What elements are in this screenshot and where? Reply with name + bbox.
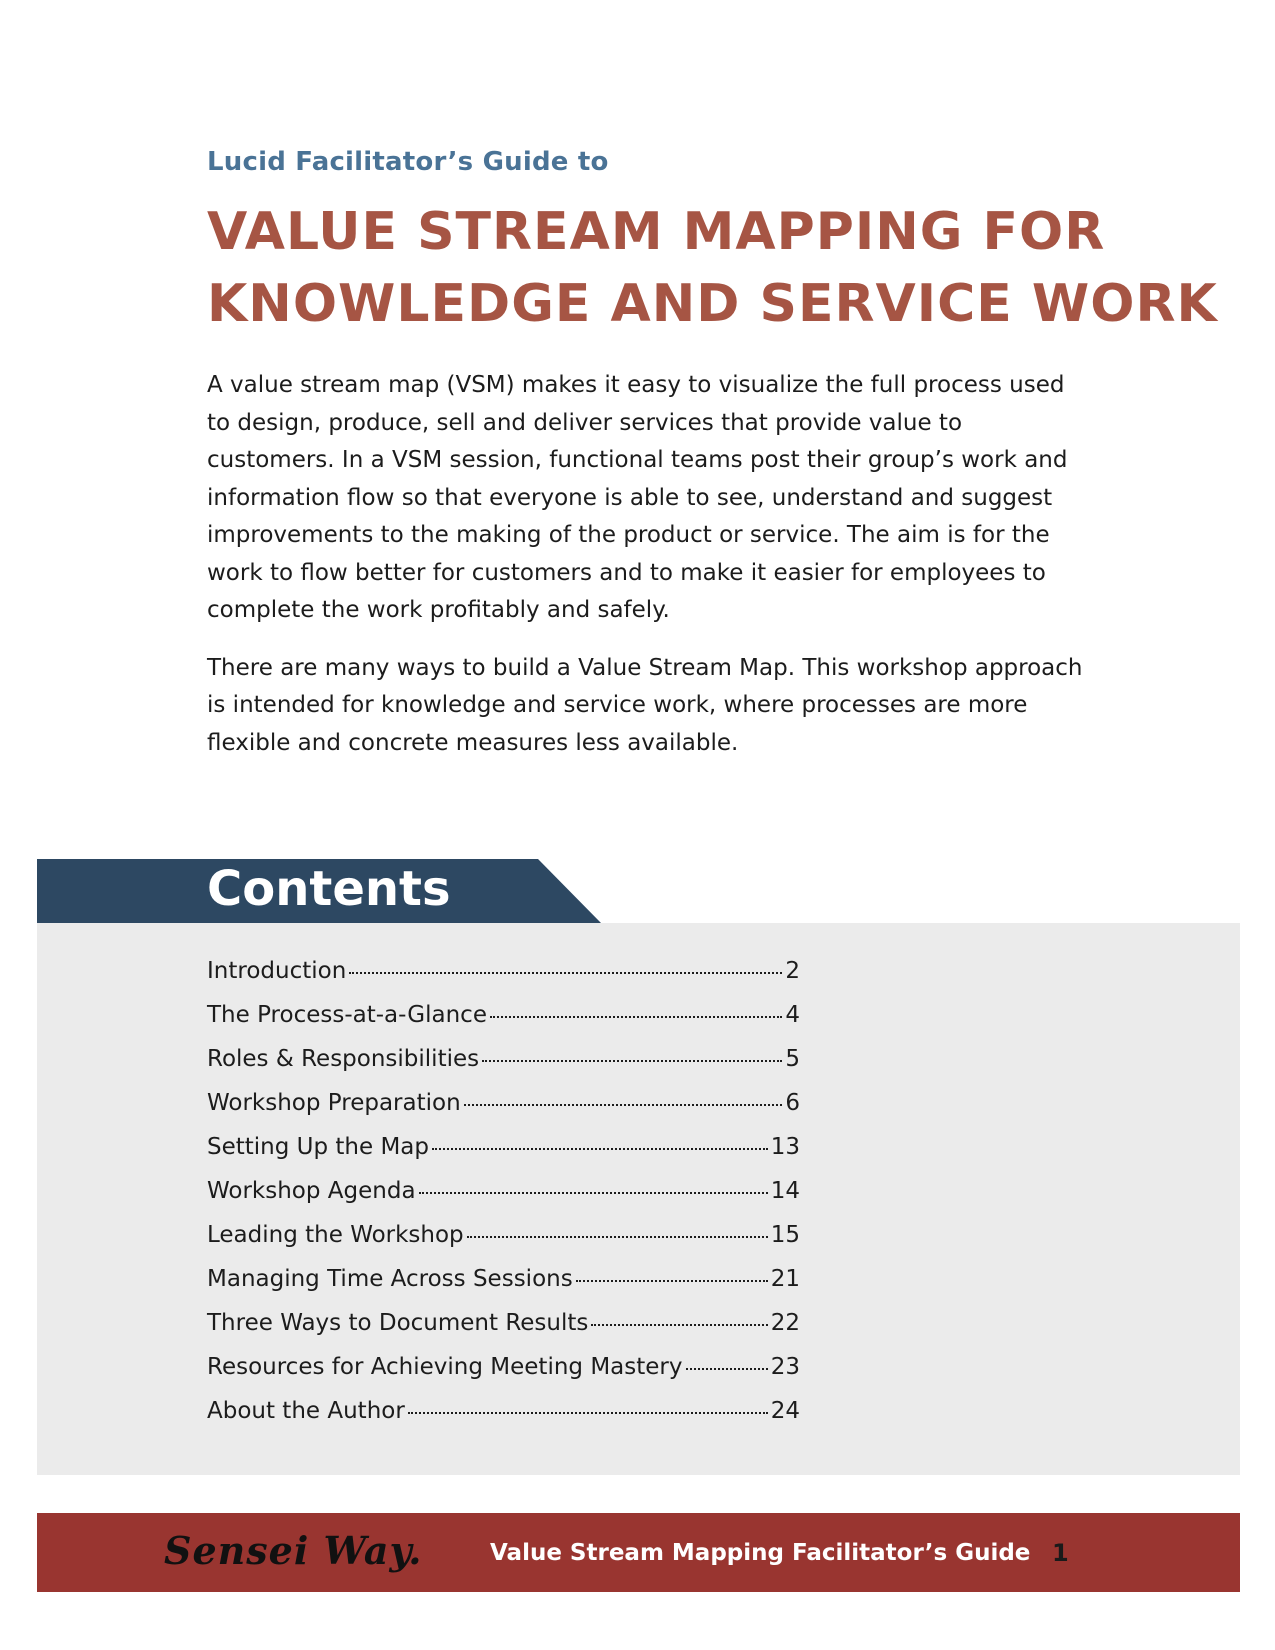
- toc-entry-workshop-preparation[interactable]: [207, 1090, 800, 1134]
- toc-dot-leader: [482, 1060, 782, 1062]
- footer-guide-title: Value Stream Mapping Facilitator’s Guide: [490, 1540, 1031, 1566]
- toc-entry-page: 14: [770, 1178, 800, 1204]
- document-title-line-2: KNOWLEDGE AND SERVICE WORK: [207, 274, 1218, 334]
- toc-dot-leader: [490, 1016, 782, 1018]
- toc-entry-label: Leading the Workshop: [207, 1222, 464, 1248]
- toc-entry-about-the-author[interactable]: [207, 1398, 800, 1442]
- toc-entry-page: 21: [770, 1266, 800, 1292]
- toc-dot-leader: [576, 1280, 768, 1282]
- document-title: [207, 196, 1218, 340]
- toc-dot-leader: [464, 1104, 783, 1106]
- toc-dot-leader: [686, 1368, 768, 1370]
- toc-entry-page: 13: [770, 1134, 800, 1160]
- toc-entry-introduction[interactable]: [207, 958, 800, 1002]
- toc-dot-leader: [408, 1412, 768, 1414]
- toc-entry-label: Three Ways to Document Results: [207, 1310, 589, 1336]
- toc-entry-roles-responsibilities[interactable]: [207, 1046, 800, 1090]
- document-title-line-1: VALUE STREAM MAPPING FOR: [207, 202, 1106, 262]
- toc-entry-page: 2: [785, 958, 800, 984]
- toc-dot-leader: [349, 972, 782, 974]
- sensei-way-logo: Sensei Way.: [164, 1528, 423, 1573]
- intro-paragraph-1: A value stream map (VSM) makes it easy to visualize the full process used to design, produce, sell and deliver services that provide value to customers. In a VSM session, functional teams post their group’s work and information flow so that everyone is able to see, understand and suggest improvements to the making of the product or service. The aim is for the work to flow better for customers and to make it easier for employees to complete the work profitably and safely.: [207, 372, 1068, 623]
- toc-dot-leader: [467, 1236, 768, 1238]
- intro-paragraph-2: There are many ways to build a Value Stream Map. This workshop approach is intended for knowledge and service work, where processes are more flexible and concrete measures less available.: [207, 654, 1083, 756]
- toc-entry-page: 23: [770, 1354, 800, 1380]
- toc-entry-page: 6: [785, 1090, 800, 1116]
- toc-entry-label: Resources for Achieving Meeting Mastery: [207, 1354, 683, 1380]
- toc-entry-setting-up-the-map[interactable]: [207, 1134, 800, 1178]
- table-of-contents: [207, 958, 800, 1442]
- toc-entry-label: The Process-at-a-Glance: [207, 1002, 487, 1028]
- contents-heading: Contents: [207, 861, 451, 917]
- toc-dot-leader: [591, 1324, 767, 1326]
- toc-entry-page: 22: [770, 1310, 800, 1336]
- toc-entry-label: Workshop Agenda: [207, 1178, 416, 1204]
- toc-entry-label: Roles & Responsibilities: [207, 1046, 480, 1072]
- toc-entry-label: Workshop Preparation: [207, 1090, 461, 1116]
- toc-entry-leading-the-workshop[interactable]: [207, 1222, 800, 1266]
- toc-entry-workshop-agenda[interactable]: [207, 1178, 800, 1222]
- toc-entry-page: 15: [770, 1222, 800, 1248]
- footer-page-number: 1: [1052, 1539, 1069, 1567]
- toc-entry-process-at-a-glance[interactable]: [207, 1002, 800, 1046]
- toc-entry-resources[interactable]: [207, 1354, 800, 1398]
- toc-entry-managing-time[interactable]: [207, 1266, 800, 1310]
- toc-entry-label: About the Author: [207, 1398, 405, 1424]
- toc-entry-page: 24: [770, 1398, 800, 1424]
- toc-entry-label: Introduction: [207, 958, 347, 984]
- toc-entry-document-results[interactable]: [207, 1310, 800, 1354]
- toc-entry-label: Managing Time Across Sessions: [207, 1266, 573, 1292]
- toc-entry-page: 5: [785, 1046, 800, 1072]
- toc-dot-leader: [419, 1192, 768, 1194]
- toc-dot-leader: [432, 1148, 768, 1150]
- intro-section: [207, 367, 1087, 782]
- toc-entry-label: Setting Up the Map: [207, 1134, 430, 1160]
- toc-entry-page: 4: [785, 1002, 800, 1028]
- guide-kicker: Lucid Facilitator’s Guide to: [207, 147, 609, 177]
